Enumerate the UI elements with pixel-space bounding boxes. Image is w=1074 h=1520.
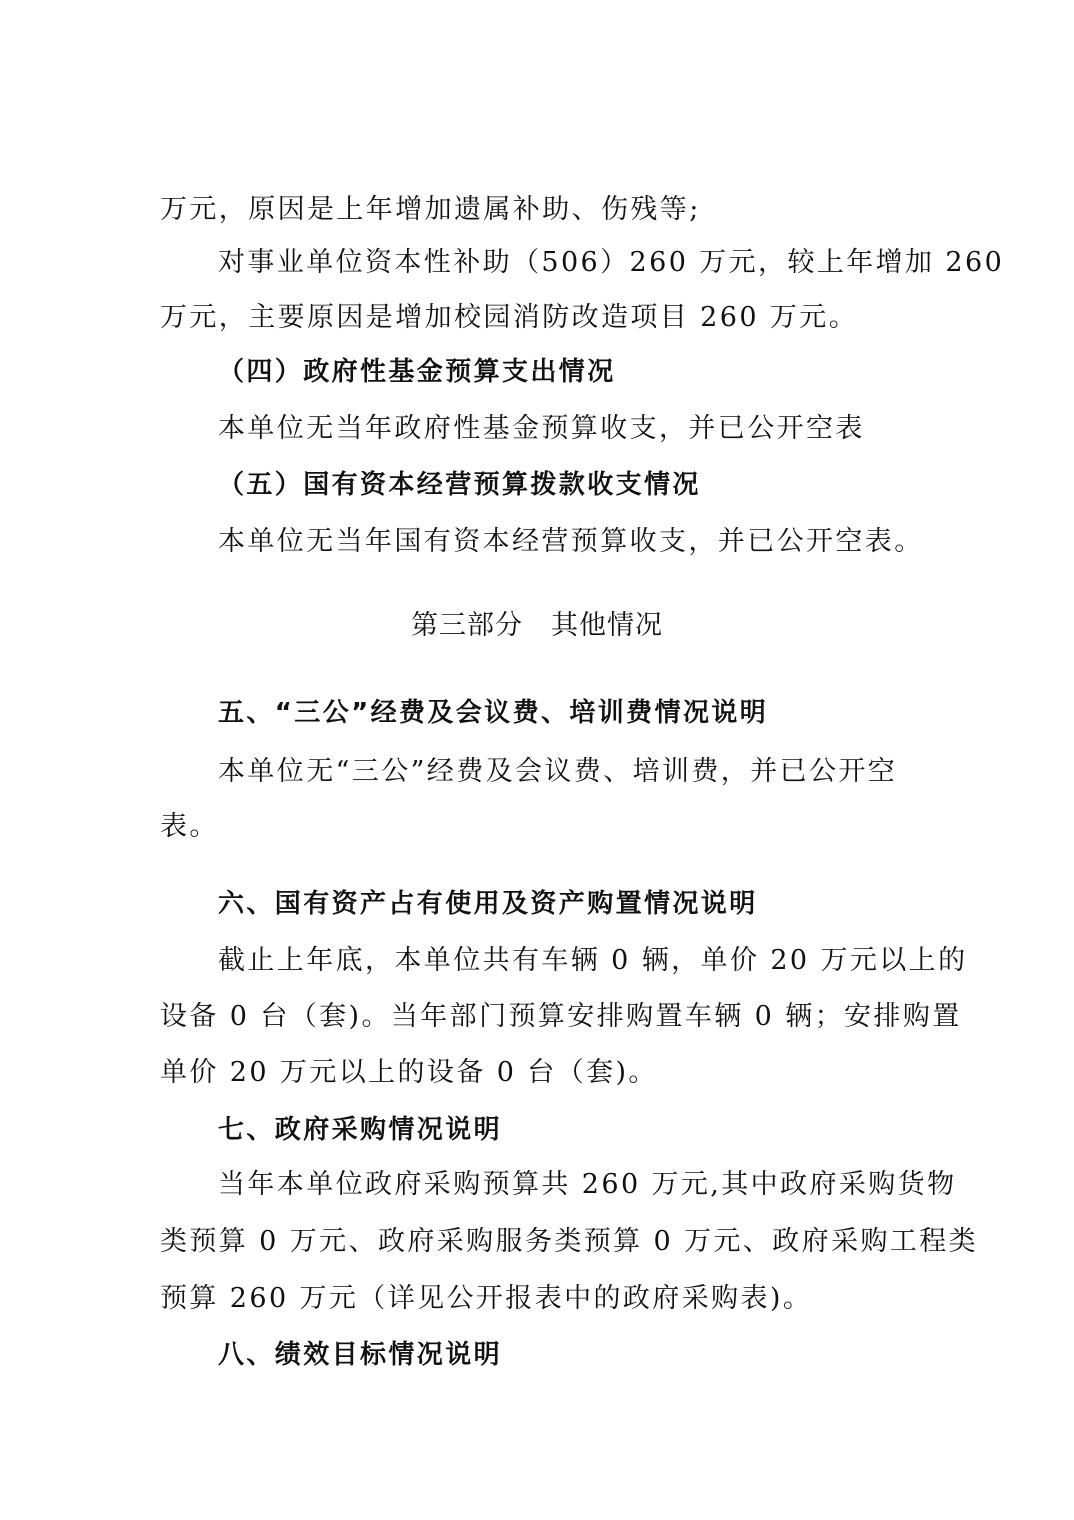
- section-heading: 六、国有资产占有使用及资产购置情况说明: [218, 889, 758, 919]
- section-heading: 七、政府采购情况说明: [218, 1115, 503, 1145]
- section-heading: 五、“三公”经费及会议费、培训费情况说明: [218, 698, 769, 728]
- paragraph-line: 本单位无当年政府性基金预算收支，并已公开空表: [218, 413, 865, 444]
- paragraph-line: 本单位无当年国有资本经营预算收支，并已公开空表。: [218, 526, 924, 557]
- paragraph-line: 预算 260 万元（详见公开报表中的政府采购表)。: [160, 1283, 813, 1314]
- paragraph-line: 设备 0 台（套)。当年部门预算安排购置车辆 0 辆；安排购置: [160, 1001, 962, 1032]
- section-heading: （五）国有资本经营预算拨款收支情况: [218, 470, 701, 500]
- paragraph-line: 对事业单位资本性补助（506）260 万元，较上年增加 260: [218, 247, 1005, 278]
- paragraph-line: 当年本单位政府采购预算共 260 万元,其中政府采购货物: [218, 1169, 957, 1200]
- paragraph-line: 万元，主要原因是增加校园消防改造项目 260 万元。: [160, 302, 859, 333]
- paragraph-line: 截止上年底，本单位共有车辆 0 辆，单价 20 万元以上的: [218, 945, 968, 976]
- section-heading: 八、绩效目标情况说明: [218, 1340, 503, 1370]
- paragraph-line: 本单位无“三公”经费及会议费、培训费，并已公开空: [218, 756, 898, 787]
- paragraph-line: 单价 20 万元以上的设备 0 台（套)。: [160, 1057, 658, 1088]
- paragraph-line: 表。: [160, 811, 219, 842]
- paragraph-line: 万元，原因是上年增加遗属补助、伤残等;: [160, 194, 701, 225]
- section-heading: （四）政府性基金预算支出情况: [218, 357, 616, 387]
- part-title: 第三部分 其他情况: [411, 610, 663, 641]
- paragraph-line: 类预算 0 万元、政府采购服务类预算 0 万元、政府采购工程类: [160, 1226, 979, 1257]
